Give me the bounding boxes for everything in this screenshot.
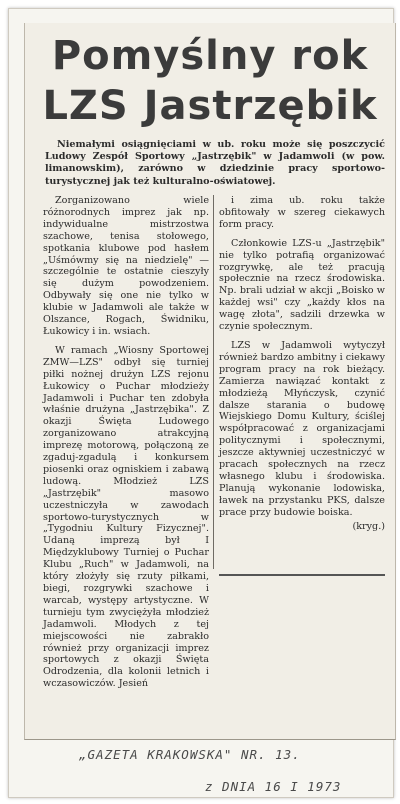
column-divider [213,195,214,569]
article-column-left [43,195,209,690]
paper-sheet [8,8,394,798]
column-left-paragraph-1: Zorganizowano wiele różnorodnych imprez jak np. indywidualne mistrzostwa szachowe, tenisa stołowego, spotkania klubowe pod hasłem „Uśmówmy się na niedzielę" — szczególnie te ostatnie cieszyły się dużym powodzeniem. Odbywały się one nie tylko w klubie w Jadamwoli ale także w Olszance, Rogach, Świdniku, Łukowicy i in. wsiach. [43,195,209,337]
handwritten-date-note: z DNIA 16 I 1973 [205,779,342,794]
column-right-paragraph-1: i zima ub. roku także obfitowały w szereg ciekawych form pracy. [219,195,385,230]
article-column-right [219,195,385,532]
column-right-paragraph-3: LZS w Jadamwoli wytyczył również bardzo ambitny i ciekawy program pracy na rok bieżący. Zamierza nawiązać kontakt z młodzieżą Młyńczysk, czynić dalsze starania o budowę Wiejskiego Domu Kultury, ściślej współpracować z organizacjami politycznymi i społecznymi, jeszcze aktywniej uczestniczyć w pracach społecznych na rzecz własnego klubu i środowiska. Planują wykonanie lodowiska, ławek na przystanku PKS, dalsze prace przy budowie boiska. [219,339,386,518]
author-signature: (kryg.) [352,520,385,532]
headline-line-2: LZS Jastrzębik [42,83,378,129]
lead-paragraph: Niemałymi osiągnięciami w ub. roku może się poszczycić Ludowy Zespół Sportowy „Jastrzębik" w Jadamwoli (w pow. limanowskim), zarówno w dziedzinie pracy sportowo-turystycznej jak też kulturalno-oświatowej. [45,139,385,187]
newspaper-clipping [24,23,396,740]
column-right-paragraph-2: Członkowie LZS-u „Jastrzębik" nie tylko potrafią organizować rozgrywkę, ale też pracują społecznie na rzecz środowiska. Np. brali udział w akcji „Boisko w każdej wsi" czy „każdy kłos na wagę złota", sadzili drzewka w czynie społecznym. [219,237,385,333]
headline-line-1: Pomyślny rok [51,33,369,79]
end-rule [219,574,385,576]
handwritten-source-note: „GAZETA KRAKOWSKA" NR. 13. [79,747,301,762]
column-left-paragraph-2: W ramach „Wiosny Sportowej ZMW—LZS" odbył się turniej piłki nożnej drużyn LZS rejonu Łukowicy o Puchar młodzieży Jadamwoli i Puchar ten zdobyła właśnie drużyna „Jastrzębika". Z okazji Święta Ludowego zorganizowano atrakcyjną imprezę motorową, połączoną ze zgaduj-zgadulą i konkursem piosenki oraz ogniskiem i zabawą ludową. Młodzież LZS „Jastrzębik" masowo uczestniczyła w zawodach sportowo-turystycznych w „Tygodniu Kultury Fizycznej". Udaną imprezą był I Międzyklubowy Turniej o Puchar Klubu „Ruch" w Jadamwoli, na który złożyły się rzuty piłkami, biegi, rozgrywki szachowe i warcab, występy artystyczne. W turnieju tym zwyciężyła młodzież Jadamwoli. Młodych z tej miejscowości nie zabrakło również przy organizacji imprez sportowych z okazji Święta Odrodzenia, dla kolonii letnich i wczasowiczów. Jesień [43,344,209,690]
